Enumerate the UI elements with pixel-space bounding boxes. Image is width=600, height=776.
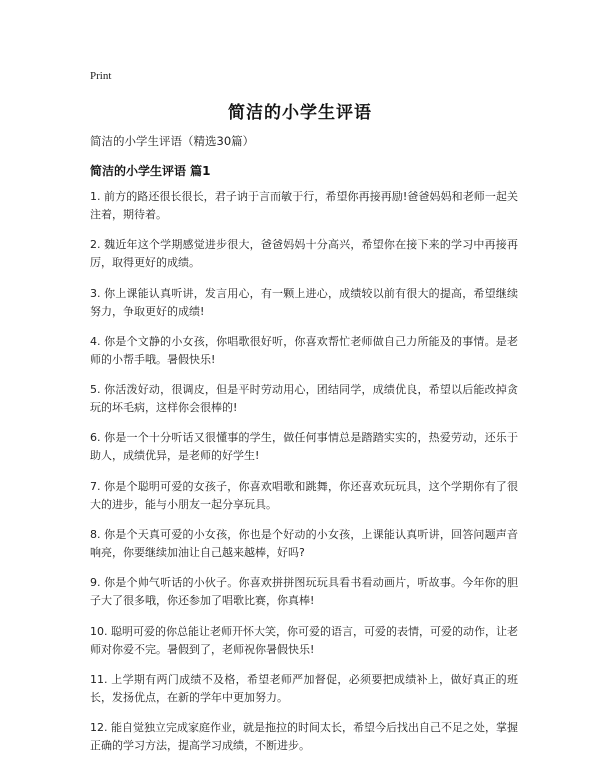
list-item: 11. 上学期有两门成绩不及格，希望老师严加督促，必须要把成绩补上，做好真正的班长，发扬优点，在新的学年中更加努力。 bbox=[90, 672, 518, 704]
list-item: 12. 能自觉独立完成家庭作业，就是拖拉的时间太长，希望今后找出自己不足之处，掌握正确的学习方法，提高学习成绩，不断进步。 bbox=[90, 721, 518, 753]
list-item: 10. 聪明可爱的你总能让老师开怀大笑，你可爱的语言，可爱的表情，可爱的动作，让老师对你爱不完。暑假到了，老师祝你暑假快乐! bbox=[90, 624, 518, 656]
document-subtitle: 简洁的小学生评语（精选30篇） bbox=[90, 134, 255, 148]
list-item: 2. 魏近年这个学期感觉进步很大，爸爸妈妈十分高兴，希望你在接下来的学习中再接再厉，取得更好的成绩。 bbox=[90, 238, 518, 270]
list-item: 5. 你活泼好动，很调皮，但是平时劳动用心，团结同学，成绩优良，希望以后能改掉贪玩的坏毛病，这样你会很棒的! bbox=[90, 383, 518, 415]
comment-list bbox=[90, 188, 518, 768]
list-item: 1. 前方的路还很长很长，君子讷于言而敏于行，希望你再接再励!爸爸妈妈和老师一起关注着，期待着。 bbox=[90, 190, 518, 221]
list-item: 3. 你上课能认真听讲，发言用心，有一颗上进心，成绩较以前有很大的提高，希望继续努力，争取更好的成绩! bbox=[90, 286, 518, 318]
list-item: 6. 你是一个十分听话又很懂事的学生，做任何事情总是踏踏实实的，热爱劳动，还乐于助人，成绩优异，是老师的好学生! bbox=[90, 431, 518, 463]
print-label: Print bbox=[90, 70, 112, 82]
section-heading: 简洁的小学生评语 篇1 bbox=[90, 164, 211, 178]
list-item: 4. 你是个文静的小女孩，你唱歌很好听，你喜欢帮忙老师做自己力所能及的事情。是老师的小帮手哦。暑假快乐! bbox=[90, 334, 518, 366]
list-item: 9. 你是个帅气听话的小伙子。你喜欢拼拼图玩玩具看书看动画片，听故事。今年你的胆子大了很多哦，你还参加了唱歌比赛，你真棒! bbox=[90, 576, 518, 608]
list-item: 8. 你是个天真可爱的小女孩，你也是个好动的小女孩，上课能认真听讲，回答问题声音响亮，你要继续加油让自己越来越棒，好吗? bbox=[90, 528, 518, 560]
list-item: 7. 你是个聪明可爱的女孩子，你喜欢唱歌和跳舞，你还喜欢玩玩具，这个学期你有了很大的进步，能与小朋友一起分享玩具。 bbox=[90, 479, 518, 511]
page-title: 简洁的小学生评语 bbox=[228, 103, 372, 123]
